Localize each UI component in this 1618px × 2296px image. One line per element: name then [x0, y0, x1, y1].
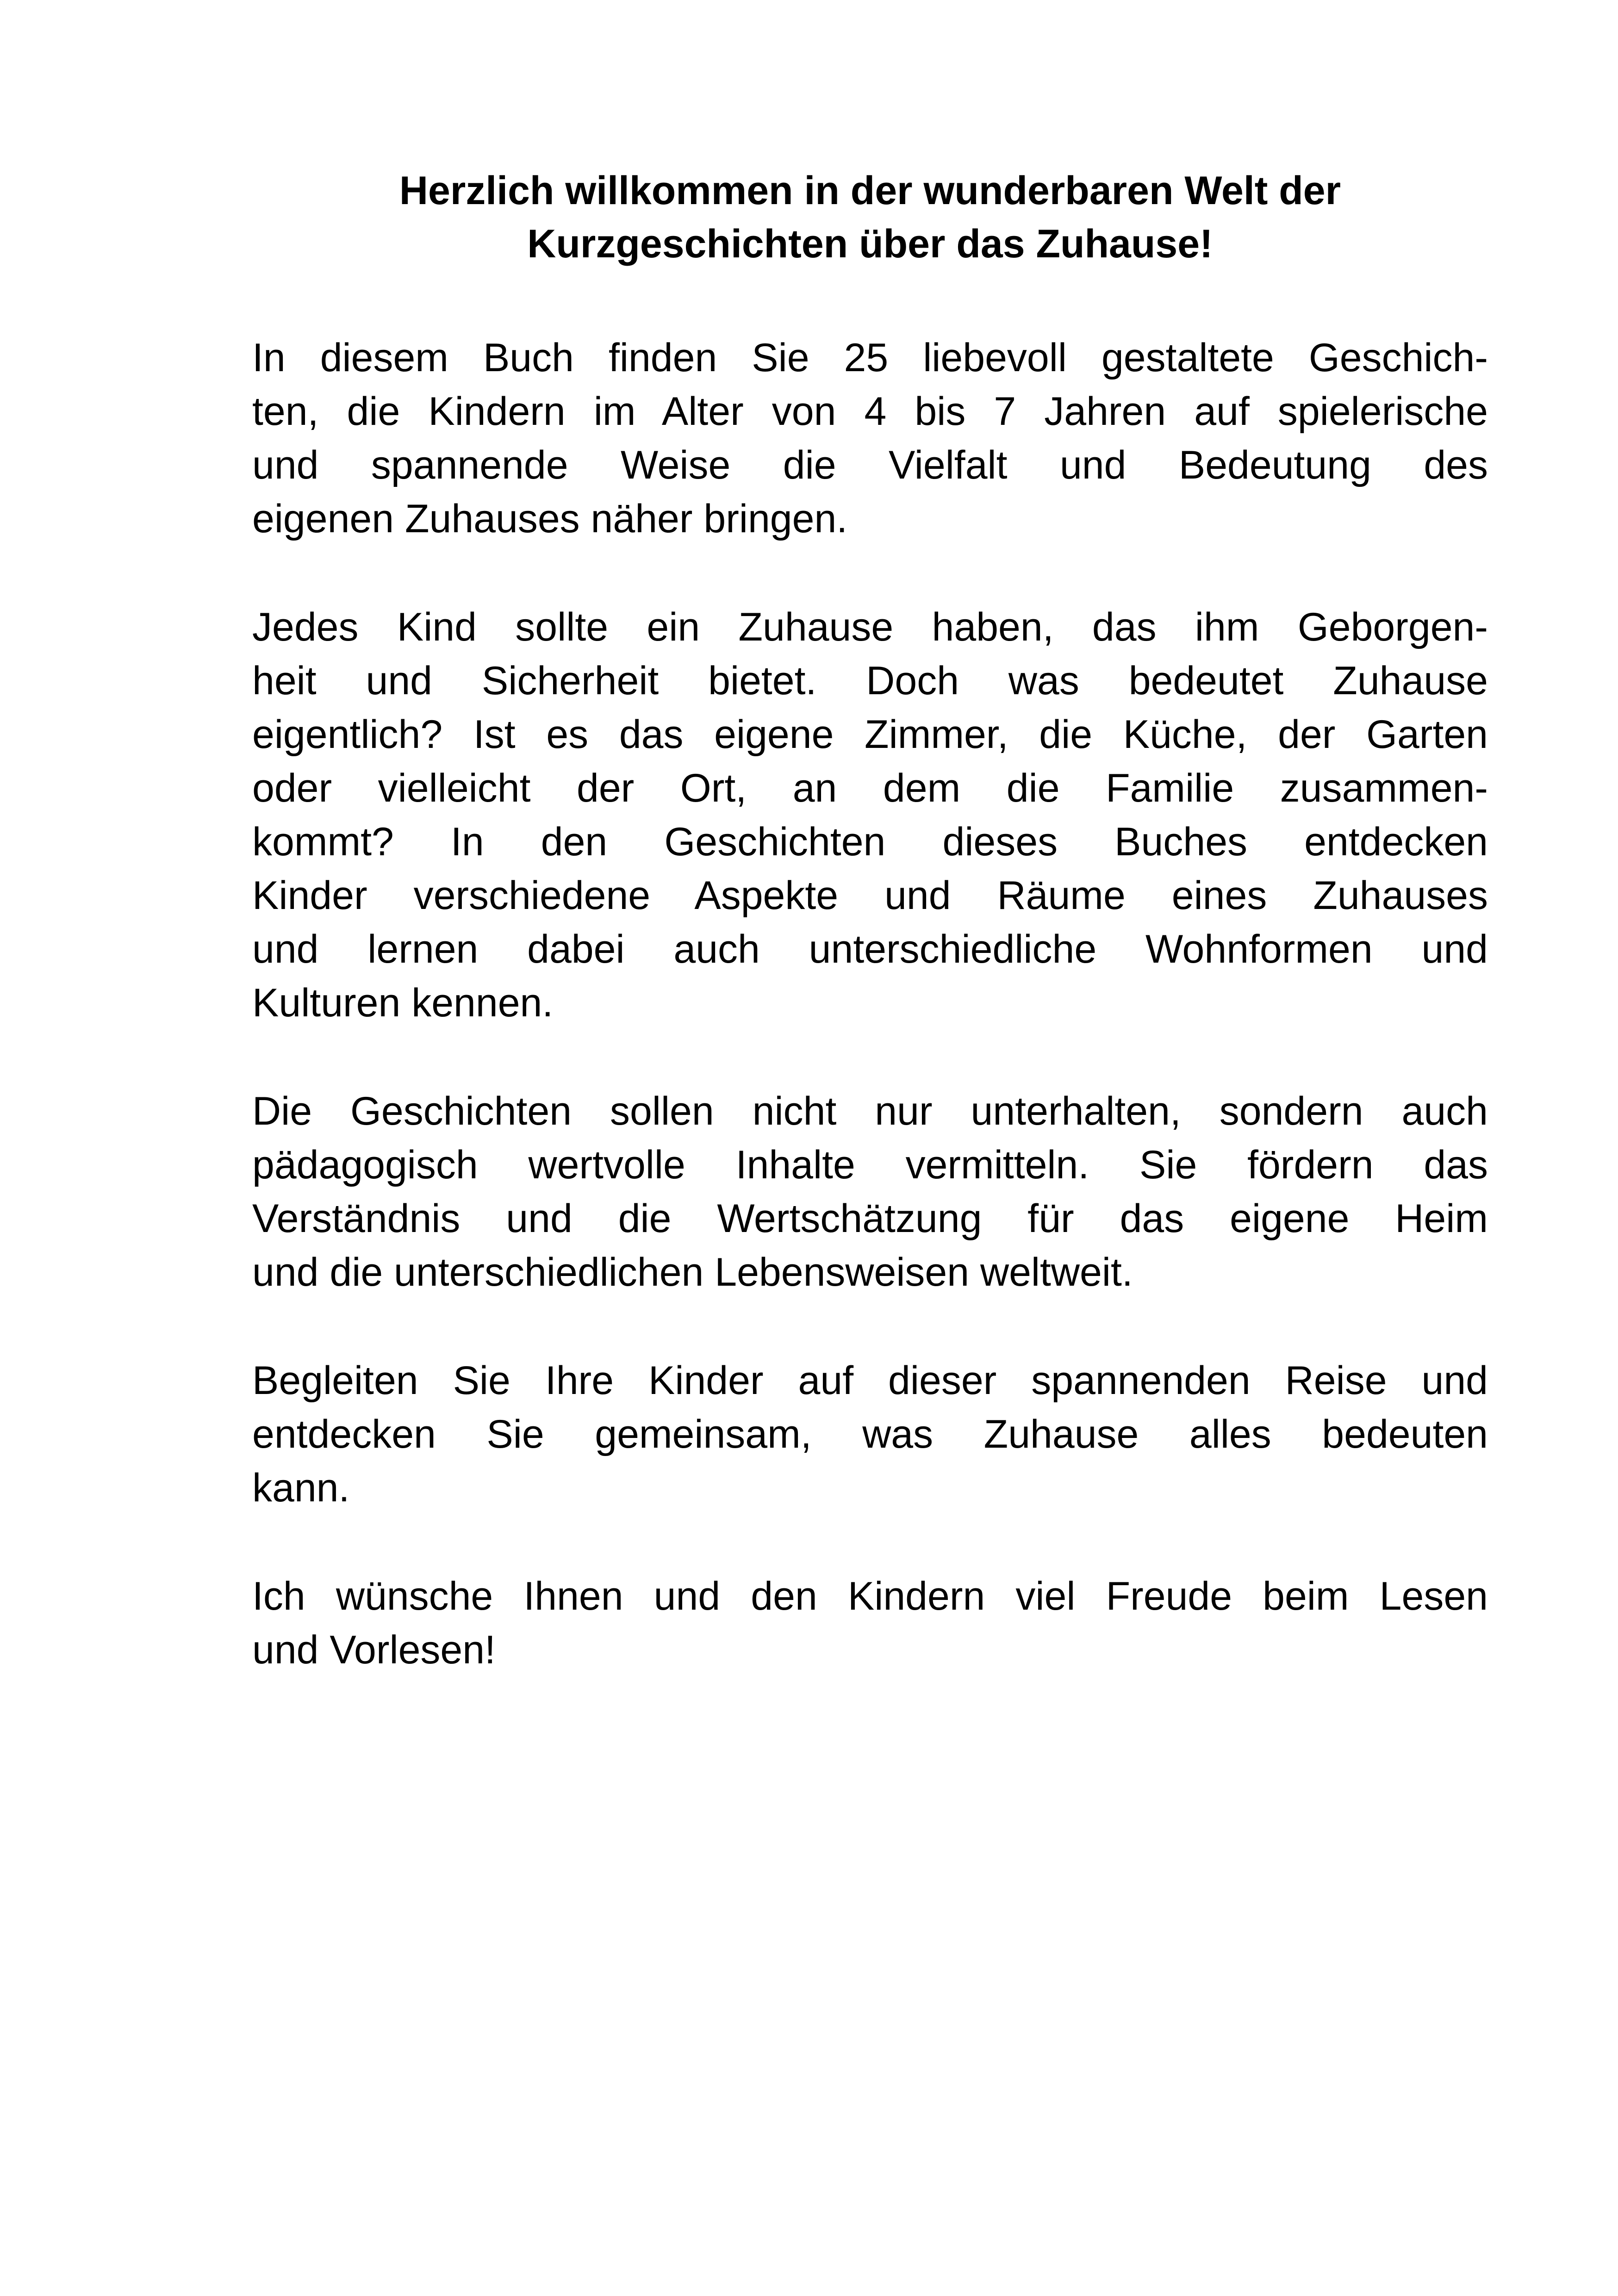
text-line: Ich wünsche Ihnen und den Kindern viel Freude beim Lesen [252, 1574, 1488, 1618]
text-line: Jedes Kind sollte ein Zuhause haben, das ihm Geborgen- [252, 605, 1488, 649]
page-title [252, 164, 1488, 271]
text-line: entdecken Sie gemeinsam, was Zuhause alles bedeuten [252, 1412, 1488, 1456]
paragraph-closing [252, 1569, 1488, 1677]
text-line: ten, die Kindern im Alter von 4 bis 7 Jahren auf spielerische [252, 389, 1488, 434]
paragraph-intro [252, 331, 1488, 546]
text-line: oder vielleicht der Ort, an dem die Familie zusammen- [252, 766, 1488, 810]
text-line: Verständnis und die Wertschätzung für das eigene Heim [252, 1196, 1488, 1241]
text-line: eigenen Zuhauses näher bringen. [252, 497, 848, 541]
text-line: heit und Sicherheit bietet. Doch was bedeutet Zuhause [252, 659, 1488, 703]
paragraph-journey [252, 1354, 1488, 1515]
page-content [252, 164, 1488, 1677]
title-line: Herzlich willkommen in der wunderbaren Welt der [399, 168, 1341, 213]
text-line: In diesem Buch finden Sie 25 liebevoll gestaltete Geschich- [252, 336, 1488, 380]
text-line: Begleiten Sie Ihre Kinder auf dieser spannenden Reise und [252, 1358, 1488, 1403]
text-line: und lernen dabei auch unterschiedliche Wohnformen und [252, 927, 1488, 971]
text-line: und spannende Weise die Vielfalt und Bedeutung des [252, 443, 1488, 487]
paragraph-home-meaning [252, 600, 1488, 1030]
text-line: kann. [252, 1466, 350, 1510]
text-line: eigentlich? Ist es das eigene Zimmer, die Küche, der Garten [252, 712, 1488, 757]
title-line: Kurzgeschichten über das Zuhause! [527, 222, 1213, 266]
text-line: und die unterschiedlichen Lebensweisen weltweit. [252, 1250, 1133, 1294]
text-line: und Vorlesen! [252, 1628, 496, 1672]
paragraph-pedagogy [252, 1084, 1488, 1299]
text-line: kommt? In den Geschichten dieses Buches entdecken [252, 820, 1488, 864]
text-line: Die Geschichten sollen nicht nur unterhalten, sondern auch [252, 1089, 1488, 1133]
text-line: Kinder verschiedene Aspekte und Räume eines Zuhauses [252, 873, 1488, 918]
text-line: pädagogisch wertvolle Inhalte vermitteln. Sie fördern das [252, 1143, 1488, 1187]
text-line: Kulturen kennen. [252, 981, 554, 1025]
